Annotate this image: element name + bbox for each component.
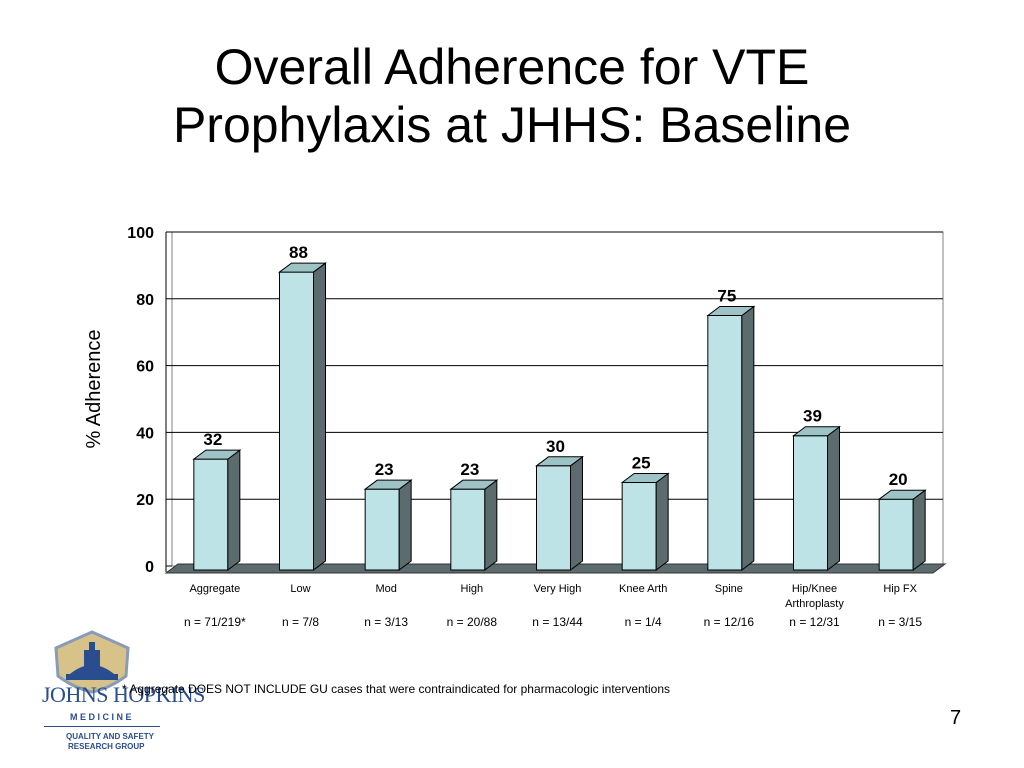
bar-side <box>913 490 925 570</box>
bar <box>708 316 742 571</box>
category-label: Knee Arth <box>619 583 668 595</box>
bar-side <box>314 263 326 570</box>
y-tick-label: 60 <box>136 358 154 376</box>
data-label: 88 <box>289 243 308 263</box>
title-line-1: Overall Adherence for VTE <box>214 39 810 95</box>
data-label: 39 <box>803 406 822 426</box>
sample-size-label: n = 13/44 <box>532 615 583 629</box>
data-label: 20 <box>888 470 908 490</box>
data-label: 23 <box>374 460 394 480</box>
data-label: 75 <box>717 286 737 306</box>
bar <box>451 489 485 570</box>
bar-side <box>828 427 840 570</box>
sample-size-label: n = 20/88 <box>446 615 498 629</box>
bar-side <box>228 450 240 570</box>
bar-side <box>399 480 411 570</box>
bar <box>194 459 228 570</box>
bar <box>794 436 828 570</box>
title-line-2: Prophylaxis at JHHS: Baseline <box>172 97 852 153</box>
data-label: 30 <box>546 436 565 456</box>
bar <box>879 499 913 570</box>
category-label: Hip/Knee Arthroplasty <box>785 583 844 610</box>
sample-size-label: n = 1/4 <box>624 615 662 629</box>
footnote: * Aggregate DOES NOT INCLUDE GU cases that were contraindicated for pharmacologic interventions <box>122 682 671 696</box>
logo-name: JOHNS HOPKINS <box>42 682 205 707</box>
y-axis-label: % Adherence <box>83 329 105 449</box>
y-tick-label: 0 <box>145 559 154 576</box>
y-tick-label: 40 <box>136 425 154 443</box>
y-tick-label: 100 <box>127 225 154 242</box>
data-label: 25 <box>631 453 651 473</box>
category-label: Hip FX <box>883 583 917 595</box>
y-tick-label: 20 <box>136 492 154 510</box>
logo-group-line-2: RESEARCH GROUP <box>68 742 145 751</box>
sample-size-label: n = 3/13 <box>364 615 409 629</box>
logo-medicine: M E D I C I N E <box>70 712 132 722</box>
category-label: Very High <box>533 583 582 595</box>
sample-size-label: n = 3/15 <box>878 615 923 629</box>
category-label: Mod <box>375 583 397 595</box>
category-label: High <box>460 583 484 595</box>
sample-size-label: n = 7/8 <box>281 615 320 629</box>
data-label: 32 <box>203 430 223 450</box>
sample-size-label: n = 12/16 <box>703 615 755 629</box>
logo-group-line-1: QUALITY AND SAFETY <box>66 732 155 741</box>
category-label: Spine <box>714 583 743 595</box>
bar-side <box>485 480 497 570</box>
y-tick-label: 80 <box>136 291 154 309</box>
bar <box>622 483 656 571</box>
bar <box>537 466 571 570</box>
page-number: 7 <box>950 707 962 729</box>
category-label: Aggregate <box>189 583 241 595</box>
category-label: Low <box>290 583 311 595</box>
bar-side <box>571 457 583 570</box>
bar <box>365 489 399 570</box>
sample-size-label: n = 71/219* <box>183 615 246 629</box>
bar-side <box>656 474 668 571</box>
data-label: 23 <box>460 460 480 480</box>
bar <box>280 272 314 570</box>
logo-divider <box>44 726 160 727</box>
bar-side <box>742 307 754 571</box>
sample-size-label: n = 12/31 <box>789 615 840 629</box>
